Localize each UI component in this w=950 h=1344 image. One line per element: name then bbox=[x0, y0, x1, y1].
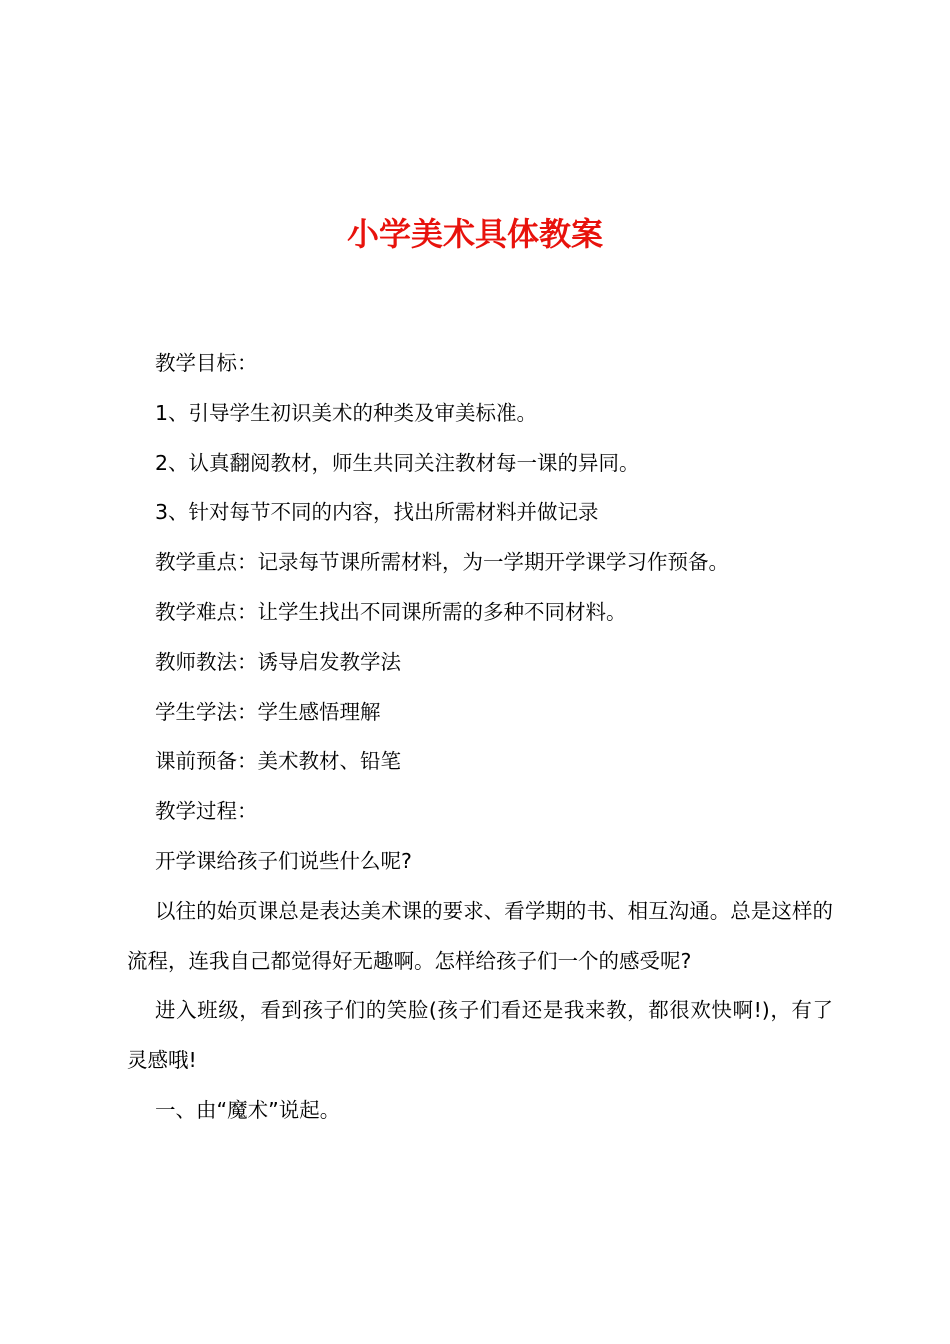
paragraph-preparation: 课前预备：美术教材、铅笔 bbox=[155, 749, 401, 774]
paragraph-key-points: 教学重点：记录每节课所需材料，为一学期开学课学习作预备。 bbox=[155, 550, 729, 575]
paragraph-goal-2: 2、认真翻阅教材，师生共同关注教材每一课的异同。 bbox=[155, 450, 640, 475]
paragraph-teaching-method: 教师教法：诱导启发教学法 bbox=[155, 649, 401, 674]
paragraph-question: 开学课给孩子们说些什么呢? bbox=[155, 848, 412, 873]
document-body bbox=[127, 339, 833, 1136]
paragraph-goal-3: 3、针对每节不同的内容，找出所需材料并做记录 bbox=[155, 500, 599, 525]
paragraph-goal-1: 1、引导学生初识美术的种类及审美标准。 bbox=[155, 400, 538, 425]
paragraph-inspiration: 进入班级，看到孩子们的笑脸(孩子们看还是我来教，都很欢快啊!)，有了灵感哦! bbox=[127, 998, 833, 1073]
document-title: 小学美术具体教案 bbox=[346, 215, 603, 253]
paragraph-process: 教学过程： bbox=[155, 799, 258, 824]
paragraph-learning-method: 学生学法：学生感悟理解 bbox=[155, 699, 381, 724]
paragraph-past-lessons: 以往的始页课总是表达美术课的要求、看学期的书、相互沟通。总是这样的流程，连我自己都觉得好无趣啊。怎样给孩子们一个的感受呢? bbox=[127, 898, 833, 973]
paragraph-teaching-goals: 教学目标： bbox=[155, 351, 258, 375]
paragraph-section-1: 一、由“魔术”说起。 bbox=[155, 1097, 341, 1122]
paragraph-difficulties: 教学难点：让学生找出不同课所需的多种不同材料。 bbox=[155, 599, 627, 624]
